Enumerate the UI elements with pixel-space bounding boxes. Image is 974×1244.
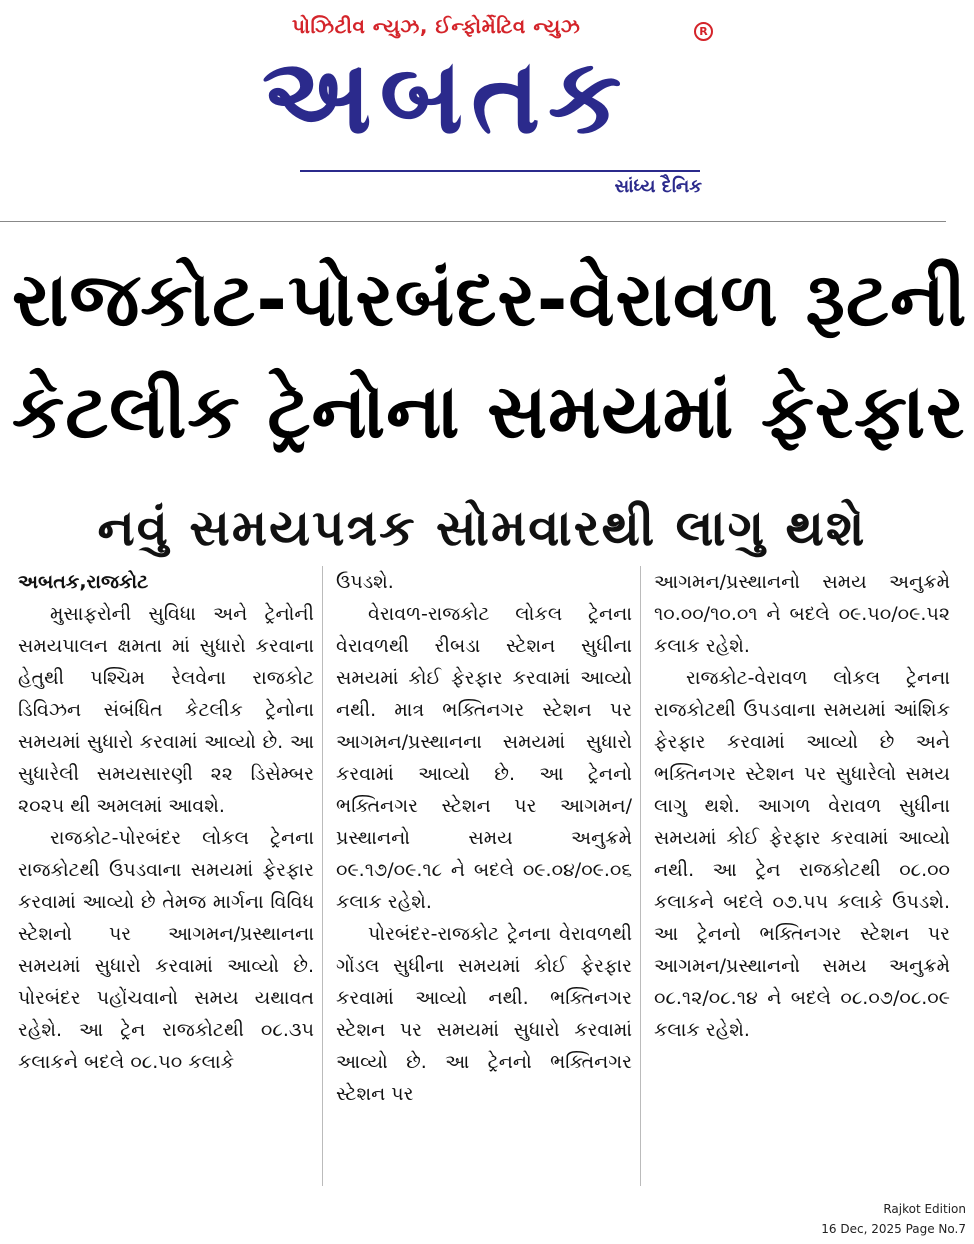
paragraph: રાજકોટ-વેરાવળ લોકલ ટ્રેનના રાજકોટથી ઉપડવાના સમયમાં આંશિક ફેરફાર કરવામાં આવ્યો છે અને ભક્તિનગર સ્ટેશન પર સુધારેલો સમય લાગુ થશે. આગળ વેરાવળ સુધીના સમયમાં કોઈ ફેરફાર કરવામાં આવ્યો નથી. આ ટ્રેન રાજકોટથી ૦૮.૦૦ કલાકને બદલે ૦૭.૫૫ કલાકે ઉપડશે. આ ટ્રેનનો ભક્તિનગર સ્ટેશન પર આગમન/પ્રસ્થાનનો સમય અનુક્રમે ૦૮.૧૨/૦૮.૧૪ ને બદલે ૦૮.૦૭/૦૮.૦૯ કલાક રહેશે. (654, 667, 950, 1041)
paragraph: પોરબંદર-રાજકોટ ટ્રેનના વેરાવળથી ગોંડલ સુધીના સમયમાં કોઈ ફેરફાર કરવામાં આવ્યો નથી. ભક્તિનગર સ્ટેશન પર સમયમાં સુધારો કરવામાં આવ્યો છે. આ ટ્રેનનો ભક્તિનગર સ્ટેશન પર (336, 923, 632, 1105)
paragraph: વેરાવળ-રાજકોટ લોકલ ટ્રેનના વેરાવળથી રીબડા સ્ટેશન સુધીના સમયમાં કોઈ ફેરફાર કરવામાં આવ્યો નથી. માત્ર ભક્તિનગર સ્ટેશન પર આગમન/પ્રસ્થાનના સમયમાં સુધારો કરવામાં આવ્યો છે. આ ટ્રેનનો ભક્તિનગર સ્ટેશન પર આગમન/પ્રસ્થાનનો સમય અનુક્રમે ૦૯.૧૭/૦૯.૧૮ ને બદલે ૦૯.૦૪/૦૯.૦૬ કલાક રહેશે. (336, 603, 632, 913)
paragraph-continuation: આગમન/પ્રસ્થાનનો સમય અનુક્રમે ૧૦.૦૦/૧૦.૦૧ ને બદલે ૦૯.૫૦/૦૯.૫૨ કલાક રહેશે. (654, 571, 950, 657)
dateline: અબતક,રાજકોટ (18, 571, 149, 593)
edition-type: સાંધ્ય દૈનિક (614, 176, 702, 197)
edition-label: Rajkot Edition (883, 1202, 966, 1216)
subheadline: નવું સમયપત્રક સોમવારથી લાગુ થશે (97, 499, 867, 557)
page-footer (821, 1199, 966, 1239)
masthead (0, 0, 974, 222)
article-column-2 (336, 566, 632, 1196)
paragraph: રાજકોટ-પોરબંદર લોકલ ટ્રેનના રાજકોટથી ઉપડવાના સમયમાં ફેરફાર કરવામાં આવ્યો છે તેમજ માર્ગના વિવિધ સ્ટેશનો પર આગમન/પ્રસ્થાનના સમયમાં સુધારો કરવામાં આવ્યો છે. પોરબંદર પહોંચવાનો સમય યથાવત રહેશે. આ ટ્રેન રાજકોટથી ૦૮.૩૫ કલાકને બદલે ૦૮.૫૦ કલાકે (18, 827, 314, 1073)
article-column-1 (18, 566, 314, 1196)
headline-line-2: કેટલીક ટ્રેનોના સમયમાં ફેરફાર (12, 369, 966, 455)
date-page-label: 16 Dec, 2025 Page No.7 (821, 1222, 966, 1236)
newspaper-logo: અબતક (262, 35, 630, 157)
tagline: પોઝિટીવ ન્યુઝ, ઈન્ફોર્મેટિવ ન્યુઝ (292, 14, 581, 38)
headline-line-1: રાજકોટ-પોરબંદર-વેરાવળ રૂટની (12, 257, 968, 343)
logo-underline (300, 170, 700, 172)
paragraph-continuation: ઉપડશે. (336, 571, 394, 593)
paragraph: મુસાફરોની સુવિધા અને ટ્રેનોની સમયપાલન ક્ષમતા માં સુધારો કરવાના હેતુથી પશ્ચિમ રેલવેના રાજકોટ ડિવિઝન સંબંધિત કેટલીક ટ્રેનોના સમયમાં સુધારો કરવામાં આવ્યો છે. આ સુધારેલી સમયસારણી ૨૨ ડિસેમ્બર ૨૦૨૫ થી અમલમાં આવશે. (18, 603, 314, 817)
column-divider (322, 566, 323, 1186)
article-column-3 (654, 566, 950, 1196)
masthead-divider (0, 221, 946, 222)
column-divider (640, 566, 641, 1186)
registered-trademark-icon: R (694, 22, 713, 41)
